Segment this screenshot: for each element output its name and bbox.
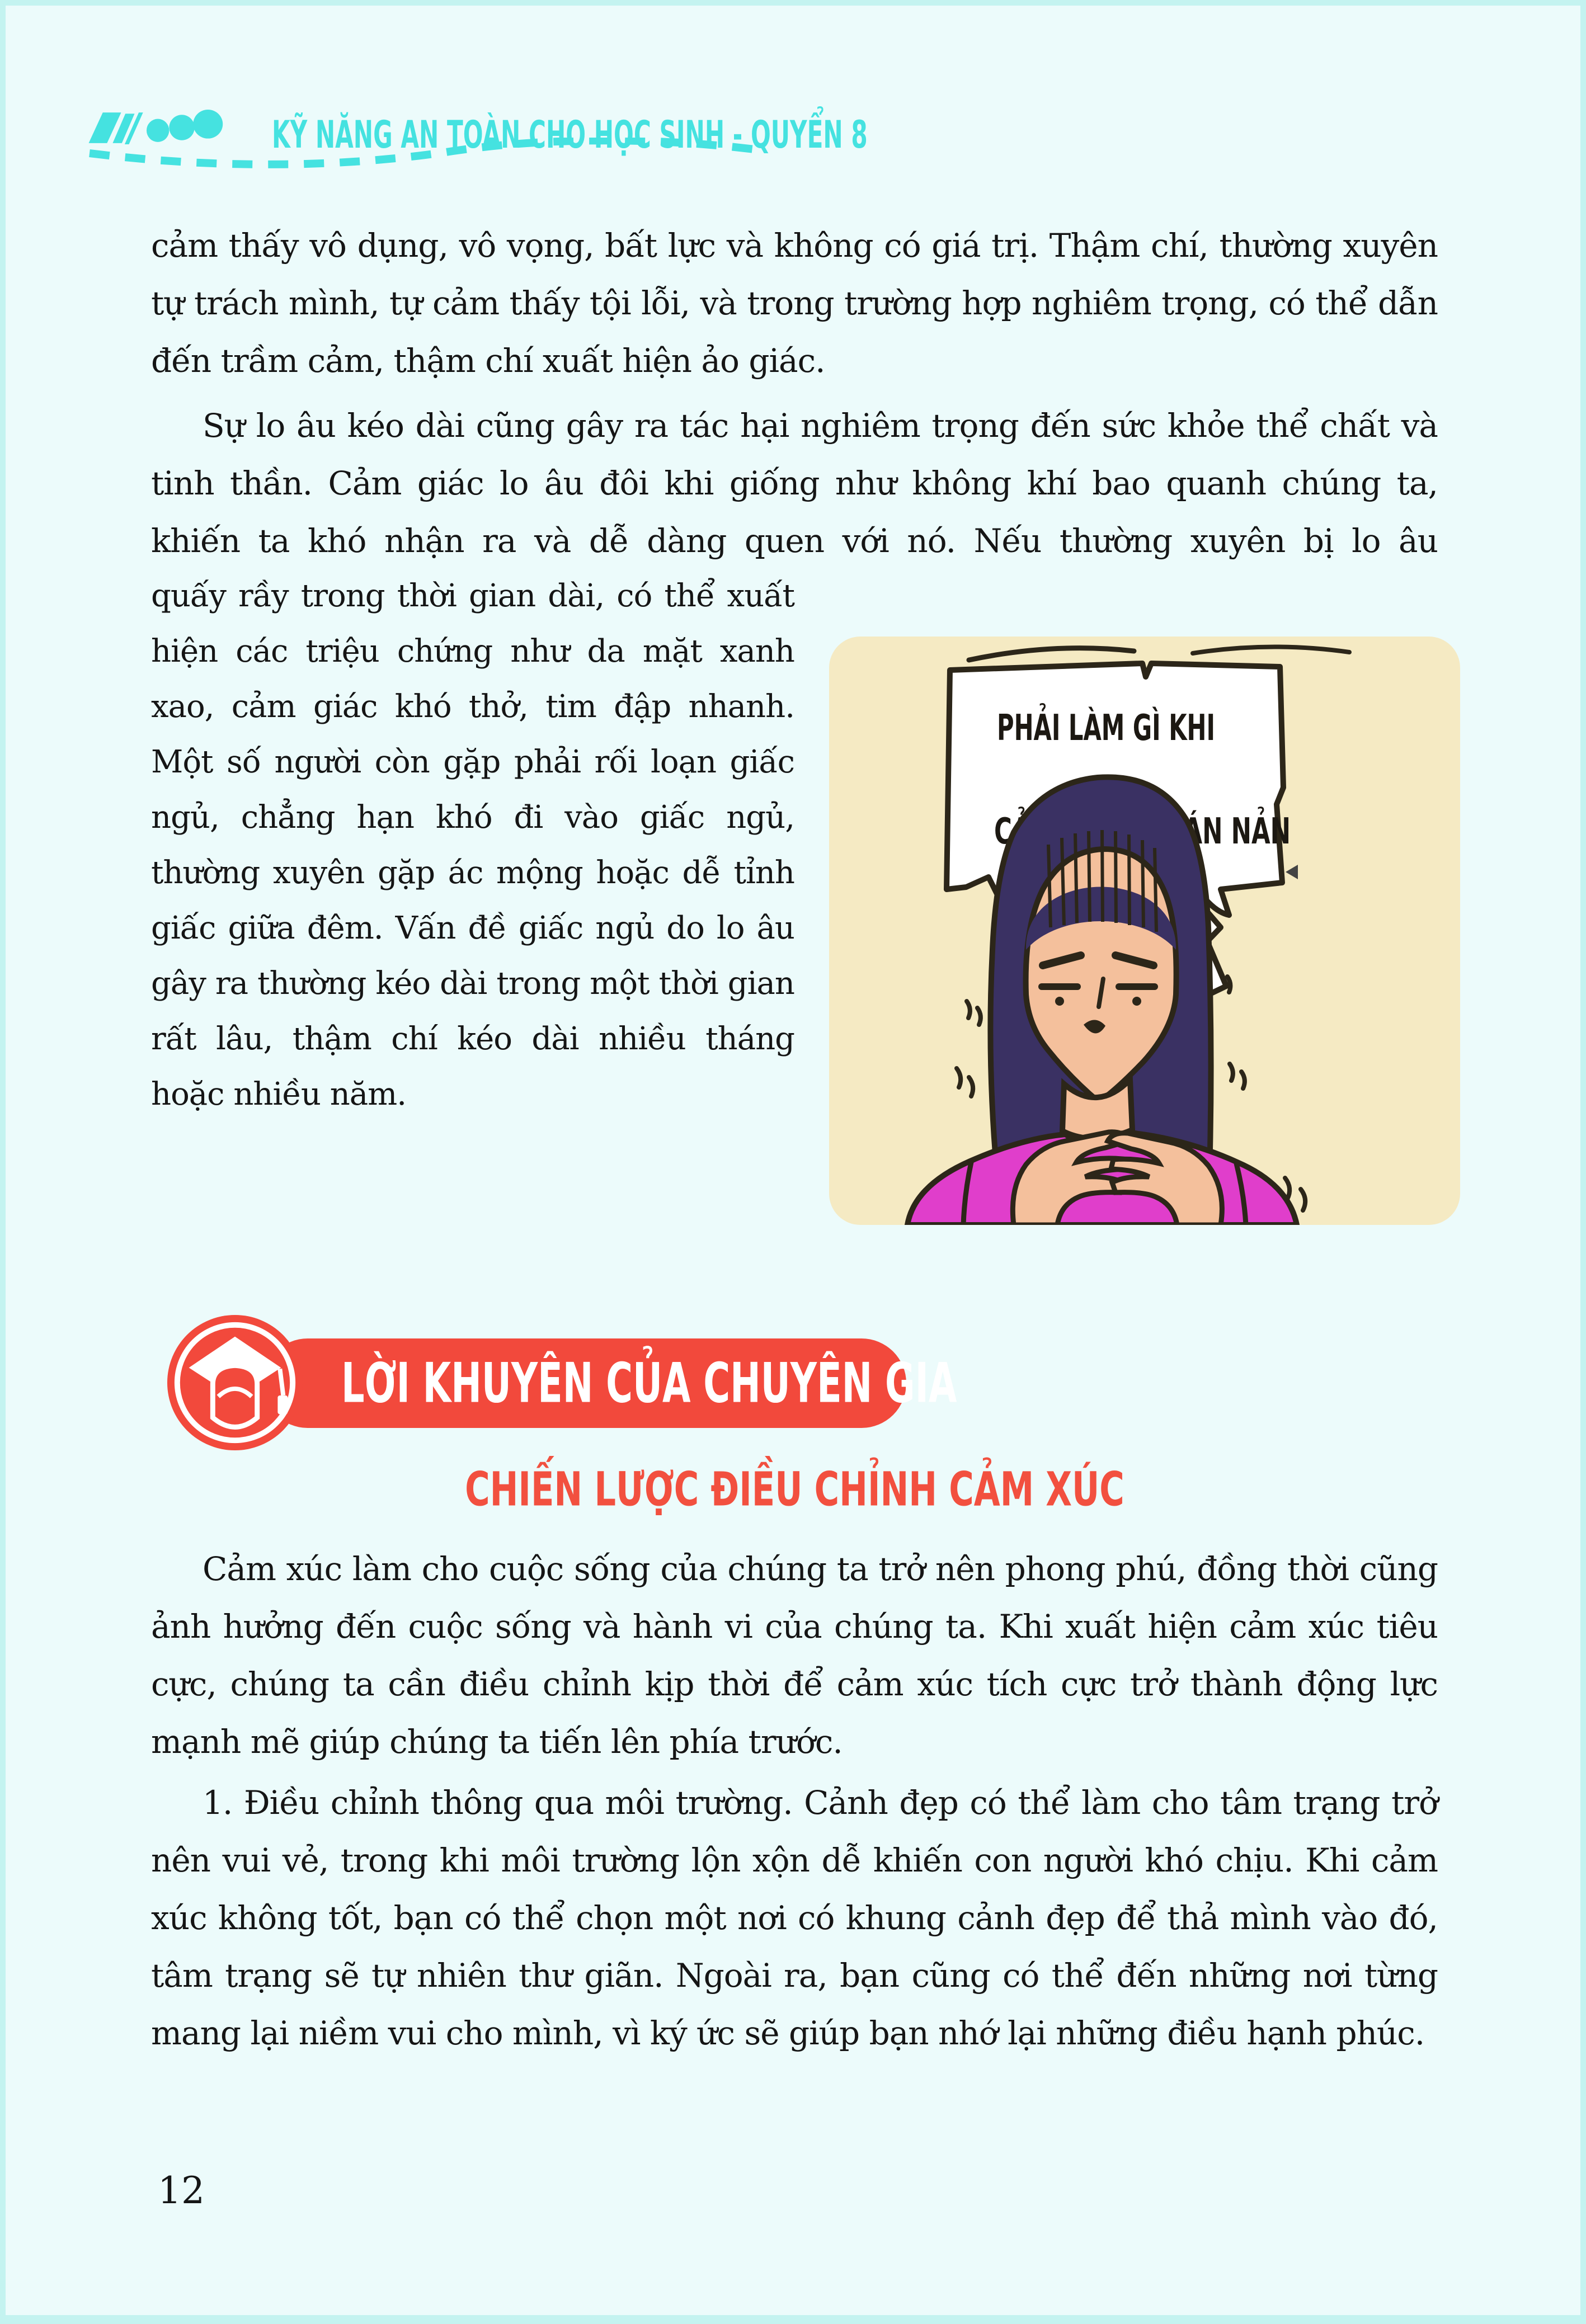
page-border-left — [0, 0, 6, 2324]
section-heading: CHIẾN LƯỢC ĐIỀU CHỈNH CẢM XÚC — [464, 1463, 1124, 1517]
paragraph-3: Cảm xúc làm cho cuộc sống của chúng ta trở nên phong phú, đồng thời cũng ảnh hưởng đến cuộc sống và hành vi của chúng ta. Khi xuất hiện cảm xúc tiêu cực, chúng ta cần điều chỉnh kịp thời để cảm xúc tích cực trở thành động lực mạnh mẽ giúp chúng ta tiến lên phía trước. — [151, 1550, 1438, 1761]
worried-girl-illustration — [829, 637, 1460, 1225]
page-border-right — [1580, 0, 1586, 2324]
header-wave-divider — [84, 138, 775, 177]
paragraph-2-continued: quấy rầy trong thời gian dài, có thể xuất hiện các triệu chứng như da mặt xanh xao, cảm giác khó thở, tim đập nhanh. Một số người còn gặp phải rối loạn giấc ngủ, chẳng hạn khó đi vào giấc ngủ, thường xuyên gặp ác mộng hoặc dễ tỉnh giấc giữa đêm. Vấn đề giấc ngủ do lo âu gây ra thường kéo dài trong một thời gian rất lâu, thậm chí kéo dài nhiều tháng hoặc nhiều năm. — [151, 578, 794, 1112]
page-border-top — [0, 0, 1586, 6]
page-header-title: KỸ NĂNG AN TOÀN CHO HỌC SINH - QUYỂN 8 — [272, 113, 868, 157]
graduate-cap-icon — [166, 1313, 304, 1452]
page-number: 12 — [158, 2169, 205, 2212]
expert-advice-banner-label: LỜI KHUYÊN CỦA CHUYÊN GIA — [341, 1351, 957, 1416]
tiny-cursor-mark — [1286, 865, 1298, 879]
page-border-bottom — [0, 2315, 1586, 2324]
bubble-text-line1: PHẢI LÀM GÌ KHI — [997, 708, 1331, 749]
paragraph-2: Sự lo âu kéo dài cũng gây ra tác hại nghiêm trọng đến sức khỏe thể chất và tinh thần. Cảm giác lo âu đôi khi giống như không khí bao quanh chúng ta, khiến ta khó nhận ra và dễ dàng quen với nó. Nếu thường xuyên bị lo âu — [151, 407, 1438, 560]
paragraph-4: 1. Điều chỉnh thông qua môi trường. Cảnh đẹp có thể làm cho tâm trạng trở nên vui vẻ, trong khi môi trường lộn xộn dễ khiến con người khó chịu. Khi cảm xúc không tốt, bạn có thể chọn một nơi có khung cảnh đẹp để thả mình vào đó, tâm trạng sẽ tự nhiên thư giãn. Ngoài ra, bạn cũng có thể đến những nơi từng mang lại niềm vui cho mình, vì ký ức sẽ giúp bạn nhớ lại những điều hạnh phúc. — [151, 1784, 1438, 2052]
bubble-text-line2: CẢM THẤY CHÁN NẢN — [994, 811, 1431, 852]
paragraph-1: cảm thấy vô dụng, vô vọng, bất lực và không có giá trị. Thậm chí, thường xuyên tự trách mình, tự cảm thấy tội lỗi, và trong trường hợp nghiêm trọng, có thể dẫn đến trầm cảm, thậm chí xuất hiện ảo giác. — [151, 227, 1438, 380]
expert-advice-banner — [263, 1338, 957, 1428]
